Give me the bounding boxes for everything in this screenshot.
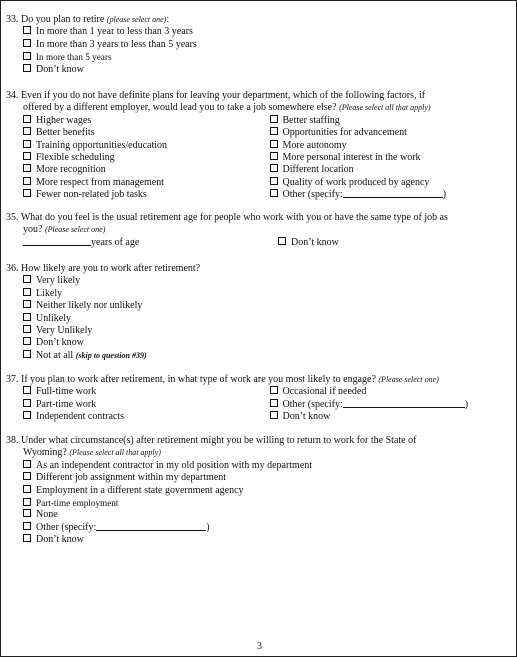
factor-list-left (6, 115, 265, 202)
option-label: Very likely (36, 275, 81, 287)
option-label: Other (specify: (282, 189, 343, 201)
years-of-age-label: years of age (91, 236, 140, 248)
option-more-recognition[interactable] (6, 164, 265, 176)
work-type-right (253, 386, 512, 423)
skip-instruction: (skip to question #39) (75, 350, 147, 360)
instruction-note: (Please select all that apply) (69, 448, 161, 458)
option-label: Not at all (36, 349, 74, 361)
checkbox[interactable] (270, 411, 278, 419)
work-type-left (6, 386, 265, 423)
checkbox[interactable] (270, 140, 278, 148)
option-flexible-scheduling[interactable] (6, 152, 265, 164)
checkbox[interactable] (23, 399, 31, 407)
option-very-likely[interactable] (6, 275, 511, 287)
checkbox[interactable] (23, 534, 31, 542)
checkbox[interactable] (23, 26, 31, 34)
option-part-time-employment[interactable] (6, 497, 511, 509)
option-label: Don’t know (282, 411, 331, 423)
option-different-location[interactable] (253, 164, 512, 176)
option-part-time[interactable] (6, 399, 265, 411)
option-label: More recognition (36, 164, 106, 176)
option-more-respect[interactable] (6, 177, 265, 189)
option-full-time[interactable] (6, 386, 265, 398)
option-label: Fewer non-related job tasks (36, 189, 147, 201)
option-none[interactable] (6, 509, 511, 521)
checkbox[interactable] (278, 237, 286, 245)
checkbox[interactable] (23, 115, 31, 123)
question-prompt: If you plan to work after retirement, in what type of work are you most likely to engage? (21, 374, 376, 385)
option-dont-know[interactable] (261, 237, 511, 249)
question-35-text (6, 212, 511, 237)
option-label: Higher wages (36, 114, 92, 126)
checkbox[interactable] (23, 140, 31, 148)
checkbox[interactable] (270, 152, 278, 160)
specify-blank[interactable] (96, 522, 206, 531)
checkbox[interactable] (23, 189, 31, 197)
page-number: 3 (257, 641, 262, 652)
option-label: Part-time employment (36, 497, 119, 508)
option-label: As an independent contractor in my old position with my department (36, 459, 313, 471)
checkbox[interactable] (23, 350, 31, 358)
option-occasional[interactable] (253, 386, 512, 398)
checkbox[interactable] (23, 152, 31, 160)
option-1-3-years[interactable] (6, 26, 511, 38)
option-label: Very Unlikely (36, 324, 93, 336)
factor-list-right (253, 115, 512, 202)
question-34 (6, 90, 511, 202)
question-prompt: Do you plan to retire (21, 14, 105, 25)
checkbox[interactable] (23, 337, 31, 345)
checkbox[interactable] (270, 115, 278, 123)
option-other-specify[interactable] (6, 522, 511, 534)
question-number: 38. (6, 435, 19, 446)
option-label: Don’t know (36, 63, 84, 75)
option-dont-know[interactable] (6, 337, 511, 349)
question-prompt-line-1: Under what circumstance(s) after retirement might you be willing to return to work for the State of (21, 435, 417, 446)
question-38-text (6, 435, 511, 460)
checkbox[interactable] (23, 300, 31, 308)
option-label: Occasional if needed (282, 386, 367, 398)
option-independent-contracts[interactable] (6, 411, 265, 423)
question-number: 35. (6, 212, 19, 223)
close-paren: ) (206, 521, 210, 533)
checkbox[interactable] (23, 411, 31, 419)
specify-blank[interactable] (343, 399, 465, 408)
option-label: None (36, 509, 58, 521)
option-label: In more than 5 years (36, 52, 112, 63)
question-35 (6, 212, 511, 249)
option-very-unlikely[interactable] (6, 325, 511, 337)
checkbox[interactable] (23, 288, 31, 296)
close-paren: ) (442, 189, 447, 201)
option-label: Opportunities for advancement (282, 127, 407, 139)
option-label: Don’t know (291, 236, 339, 248)
option-quality-of-work[interactable] (253, 177, 512, 189)
age-input-blank[interactable] (23, 237, 91, 246)
question-number: 37. (6, 374, 19, 385)
option-unlikely[interactable] (6, 313, 511, 325)
question-33 (6, 14, 511, 76)
option-label: More respect from management (36, 176, 165, 188)
checkbox[interactable] (23, 485, 31, 493)
checkbox[interactable] (23, 64, 31, 72)
question-37 (6, 374, 511, 424)
option-higher-wages[interactable] (6, 115, 265, 127)
question-prompt: How likely are you to work after retirement? (21, 263, 201, 274)
checkbox[interactable] (270, 127, 278, 135)
checkbox[interactable] (23, 386, 31, 394)
instruction-note: (Please select all that apply) (339, 103, 431, 113)
instruction-note: (Please select one) (44, 225, 106, 235)
question-prompt-line-2: Wyoming? (23, 447, 67, 459)
option-label: Likely (36, 287, 63, 299)
option-other-specify[interactable] (253, 189, 512, 201)
option-label: Better benefits (36, 127, 95, 139)
option-label: More personal interest in the work (282, 151, 421, 163)
option-label: Don’t know (36, 534, 84, 546)
question-38 (6, 435, 511, 547)
option-label: Flexible scheduling (36, 151, 115, 163)
checkbox[interactable] (270, 386, 278, 394)
option-label: Don’t know (36, 337, 84, 349)
option-more-autonomy[interactable] (253, 140, 512, 152)
question-prompt-line-2: offered by a different employer, would lead you to take a job somewhere else? (23, 102, 337, 114)
option-label: Other (specify: (36, 521, 97, 533)
option-label: Full-time work (36, 386, 97, 398)
option-label: Neither likely nor unlikely (36, 300, 143, 312)
option-label: In more than 3 years to less than 5 years (36, 38, 197, 50)
option-not-at-all[interactable] (6, 350, 511, 362)
option-label: Employment in a different state government agency (36, 484, 244, 496)
option-better-benefits[interactable] (6, 127, 265, 139)
checkbox[interactable] (23, 39, 31, 47)
question-34-text (6, 90, 511, 115)
option-label: Better staffing (282, 114, 340, 126)
checkbox[interactable] (23, 177, 31, 185)
option-label: Different job assignment within my department (36, 472, 227, 484)
option-label: More autonomy (282, 139, 347, 151)
option-label: Other (specify: (282, 398, 343, 410)
checkbox[interactable] (270, 399, 278, 407)
checkbox[interactable] (23, 127, 31, 135)
checkbox[interactable] (23, 325, 31, 333)
checkbox[interactable] (23, 498, 31, 506)
checkbox[interactable] (23, 522, 31, 530)
question-37-text (6, 374, 511, 386)
option-label: Independent contracts (36, 411, 125, 423)
question-number: 34. (6, 90, 19, 101)
option-training[interactable] (6, 140, 265, 152)
checkbox[interactable] (270, 164, 278, 172)
specify-blank[interactable] (343, 189, 443, 198)
option-different-agency[interactable] (6, 485, 511, 497)
question-prompt-line-2: you? (23, 224, 43, 236)
instruction-note: (Please select one) (378, 375, 439, 384)
checkbox[interactable] (23, 275, 31, 283)
option-other-specify[interactable] (253, 399, 512, 411)
option-dont-know[interactable] (6, 534, 511, 546)
question-number: 36. (6, 263, 19, 274)
option-personal-interest[interactable] (253, 152, 512, 164)
instruction-note: (please select one) (106, 15, 167, 24)
checkbox[interactable] (23, 52, 31, 60)
option-advancement[interactable] (253, 127, 512, 139)
question-36 (6, 263, 511, 362)
close-paren: ) (464, 398, 469, 410)
option-neither[interactable] (6, 300, 511, 312)
option-independent-contractor[interactable] (6, 460, 511, 472)
option-label: Quality of work produced by agency (282, 176, 430, 188)
option-fewer-tasks[interactable] (6, 189, 265, 201)
checkbox[interactable] (23, 472, 31, 480)
checkbox[interactable] (23, 164, 31, 172)
option-label: Different location (282, 164, 354, 176)
question-number: 33. (6, 14, 19, 25)
colon: : (166, 14, 170, 25)
checkbox[interactable] (23, 509, 31, 517)
question-prompt-line-1: Even if you do not have definite plans for leaving your department, which of the following factors, if (21, 90, 426, 101)
option-label: Unlikely (36, 312, 71, 324)
option-dont-know[interactable] (6, 64, 511, 76)
option-different-assignment[interactable] (6, 472, 511, 484)
checkbox[interactable] (23, 313, 31, 321)
option-3-5-years[interactable] (6, 39, 511, 51)
option-label: Part-time work (36, 398, 97, 410)
option-better-staffing[interactable] (253, 115, 512, 127)
option-label: In more than 1 year to less than 3 years (36, 26, 193, 38)
option-dont-know[interactable] (253, 411, 512, 423)
option-more-than-5-years[interactable] (6, 51, 511, 63)
question-33-text (6, 14, 511, 26)
option-likely[interactable] (6, 288, 511, 300)
question-36-text (6, 263, 511, 275)
option-label: Training opportunities/education (36, 139, 168, 151)
question-prompt-line-1: What do you feel is the usual retirement age for people who work with you or have the same type of job as (20, 212, 448, 223)
checkbox[interactable] (270, 189, 278, 197)
checkbox[interactable] (23, 460, 31, 468)
checkbox[interactable] (270, 177, 278, 185)
